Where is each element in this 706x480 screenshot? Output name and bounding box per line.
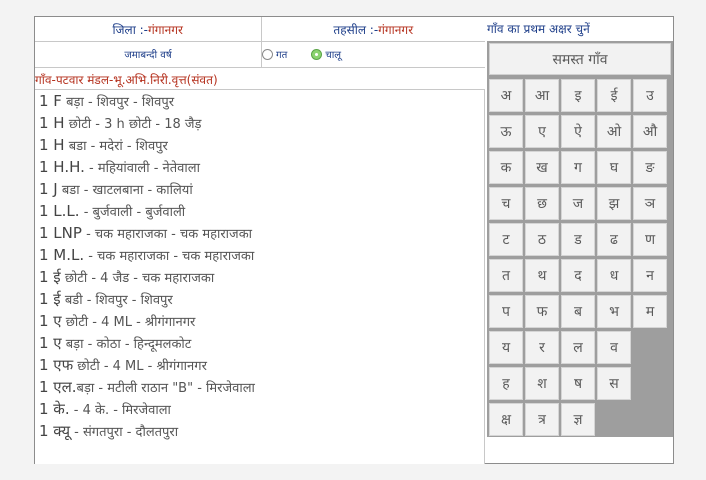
village-code: 1 क्यू <box>39 422 71 440</box>
village-list-item[interactable] <box>35 156 484 178</box>
letter-key[interactable]: र <box>525 331 559 364</box>
letter-key[interactable]: ज्ञ <box>561 403 595 436</box>
letter-key[interactable]: क <box>489 151 523 184</box>
letter-key[interactable]: त्र <box>525 403 559 436</box>
village-details: छोटी - 4 जैड - चक महाराजका <box>60 271 215 286</box>
village-code: 1 ई <box>39 290 61 308</box>
village-code: 1 H <box>39 114 65 132</box>
letter-key[interactable]: ढ <box>597 223 631 256</box>
letter-key[interactable]: ङ <box>633 151 667 184</box>
village-list-item[interactable] <box>35 398 484 420</box>
village-list-item[interactable] <box>35 222 484 244</box>
letter-key[interactable]: ल <box>561 331 595 364</box>
village-list-item[interactable] <box>35 178 484 200</box>
village-code: 1 के. <box>39 400 70 418</box>
radio-button[interactable] <box>262 49 273 60</box>
letter-key[interactable]: फ <box>525 295 559 328</box>
letter-key[interactable]: झ <box>597 187 631 220</box>
letter-key[interactable]: व <box>597 331 631 364</box>
village-list-item[interactable] <box>35 354 484 376</box>
letter-key[interactable]: म <box>633 295 667 328</box>
village-details: बडा - मदेरां - शिवपुर <box>64 139 168 154</box>
village-details: - बुर्जवाली - बुर्जवाली <box>79 205 186 220</box>
tehsil-value: गंगानगर <box>378 22 414 37</box>
village-details: - महियांवाली - नेतेवाला <box>84 161 200 176</box>
village-details: छोटी - 4 ML - श्रीगंगानगर <box>61 315 196 330</box>
village-code: 1 LNP <box>39 224 82 242</box>
letter-key[interactable]: ज <box>561 187 595 220</box>
village-list-item[interactable] <box>35 200 484 222</box>
village-list-item[interactable] <box>35 134 484 156</box>
letter-key[interactable]: ई <box>597 79 631 112</box>
letter-key[interactable]: ओ <box>597 115 631 148</box>
letter-key[interactable]: ण <box>633 223 667 256</box>
tehsil-label: तहसील :- <box>333 22 379 37</box>
letter-key[interactable]: ग <box>561 151 595 184</box>
village-details: - चक महाराजका - चक महाराजका <box>84 249 255 264</box>
jamabandi-label: जमाबन्दी वर्ष <box>35 41 262 67</box>
letter-key[interactable]: छ <box>525 187 559 220</box>
letter-key[interactable]: स <box>597 367 631 400</box>
district-value: गंगानगर <box>148 22 183 37</box>
village-details: - 4 के. - मिरजेवाला <box>69 403 171 418</box>
village-details: - चक महाराजका - चक महाराजका <box>81 227 253 242</box>
village-details: छोटी - 4 ML - श्रीगंगानगर <box>73 359 207 374</box>
letter-key[interactable]: ड <box>561 223 595 256</box>
village-selector-panel <box>34 16 674 464</box>
village-list-item[interactable] <box>35 310 484 332</box>
village-list-title: गाँव-पटवार मंडल-भू.अभि.निरी.वृत्त(संवत) <box>35 73 218 87</box>
letter-key[interactable]: ध <box>597 259 631 292</box>
village-code: 1 एल. <box>39 378 77 396</box>
district-label: जिला :- <box>112 22 148 37</box>
letter-key[interactable]: घ <box>597 151 631 184</box>
village-list-item[interactable] <box>35 288 484 310</box>
letter-key[interactable]: औ <box>633 115 667 148</box>
letter-key[interactable]: श <box>525 367 559 400</box>
letter-key[interactable]: च <box>489 187 523 220</box>
jamabandi-option-0[interactable] <box>262 47 287 61</box>
radio-button[interactable] <box>311 49 322 60</box>
village-list-item[interactable] <box>35 244 484 266</box>
letter-key[interactable]: ठ <box>525 223 559 256</box>
alphabet-title: गाँव का प्रथम अक्षर चुनें <box>487 22 590 36</box>
village-list[interactable] <box>35 89 485 464</box>
letter-key[interactable]: उ <box>633 79 667 112</box>
letter-key[interactable]: न <box>633 259 667 292</box>
jamabandi-options <box>262 41 365 67</box>
letter-key[interactable]: ट <box>489 223 523 256</box>
letter-key[interactable]: ए <box>525 115 559 148</box>
village-code: 1 H <box>39 136 65 154</box>
village-code: 1 M.L. <box>39 246 85 264</box>
all-villages-button[interactable]: समस्त गाँव <box>489 43 671 75</box>
village-code: 1 एफ <box>39 356 74 374</box>
letter-key[interactable]: आ <box>525 79 559 112</box>
village-code: 1 ए <box>39 312 62 330</box>
village-list-item[interactable] <box>35 112 484 134</box>
village-code: 1 ए <box>39 334 62 352</box>
village-details: - संगतपुरा - दौलतपुरा <box>70 425 179 440</box>
village-details: बड़ा - कोठा - हिन्दूमलकोट <box>61 337 192 352</box>
letter-key[interactable]: ञ <box>633 187 667 220</box>
village-list-item[interactable] <box>35 332 484 354</box>
letter-key[interactable]: थ <box>525 259 559 292</box>
letter-key[interactable]: ह <box>489 367 523 400</box>
village-list-item[interactable] <box>35 420 484 442</box>
village-list-item[interactable] <box>35 266 484 288</box>
location-header <box>35 17 485 42</box>
alphabet-keyboard <box>487 41 673 437</box>
letter-key[interactable]: त <box>489 259 523 292</box>
letter-key[interactable]: क्ष <box>489 403 523 436</box>
district-cell <box>35 17 262 41</box>
letter-key[interactable]: ब <box>561 295 595 328</box>
letter-key[interactable]: प <box>489 295 523 328</box>
letter-key[interactable]: ष <box>561 367 595 400</box>
village-code: 1 F <box>39 92 62 110</box>
village-code: 1 H.H. <box>39 158 85 176</box>
village-list-item[interactable] <box>35 376 484 398</box>
radio-label: चालू <box>325 50 342 61</box>
village-code: 1 ई <box>39 268 61 286</box>
letter-key[interactable]: ऐ <box>561 115 595 148</box>
village-details: बड़ा - शिवपुर - शिवपुर <box>61 95 175 110</box>
village-list-item[interactable] <box>35 90 484 112</box>
jamabandi-option-1[interactable] <box>311 47 341 61</box>
village-details: छोटी - 3 h छोटी - 18 जैड़ <box>64 117 202 132</box>
letter-key[interactable]: अ <box>489 79 523 112</box>
village-code: 1 L.L. <box>39 202 80 220</box>
letter-key[interactable]: ख <box>525 151 559 184</box>
alphabet-panel <box>487 17 673 463</box>
radio-label: गत <box>276 50 288 61</box>
letter-key[interactable]: भ <box>597 295 631 328</box>
village-code: 1 J <box>39 180 58 198</box>
tehsil-cell <box>262 17 486 41</box>
village-details: बडी - शिवपुर - शिवपुर <box>60 293 173 308</box>
letter-key[interactable]: द <box>561 259 595 292</box>
jamabandi-row <box>35 41 485 68</box>
letter-key[interactable]: इ <box>561 79 595 112</box>
village-details: बड़ा - मटीली राठान "B" - मिरजेवाला <box>76 381 255 396</box>
village-details: बडा - खाटलबाना - कालियां <box>57 183 193 198</box>
letter-key[interactable]: य <box>489 331 523 364</box>
letter-key[interactable]: ऊ <box>489 115 523 148</box>
